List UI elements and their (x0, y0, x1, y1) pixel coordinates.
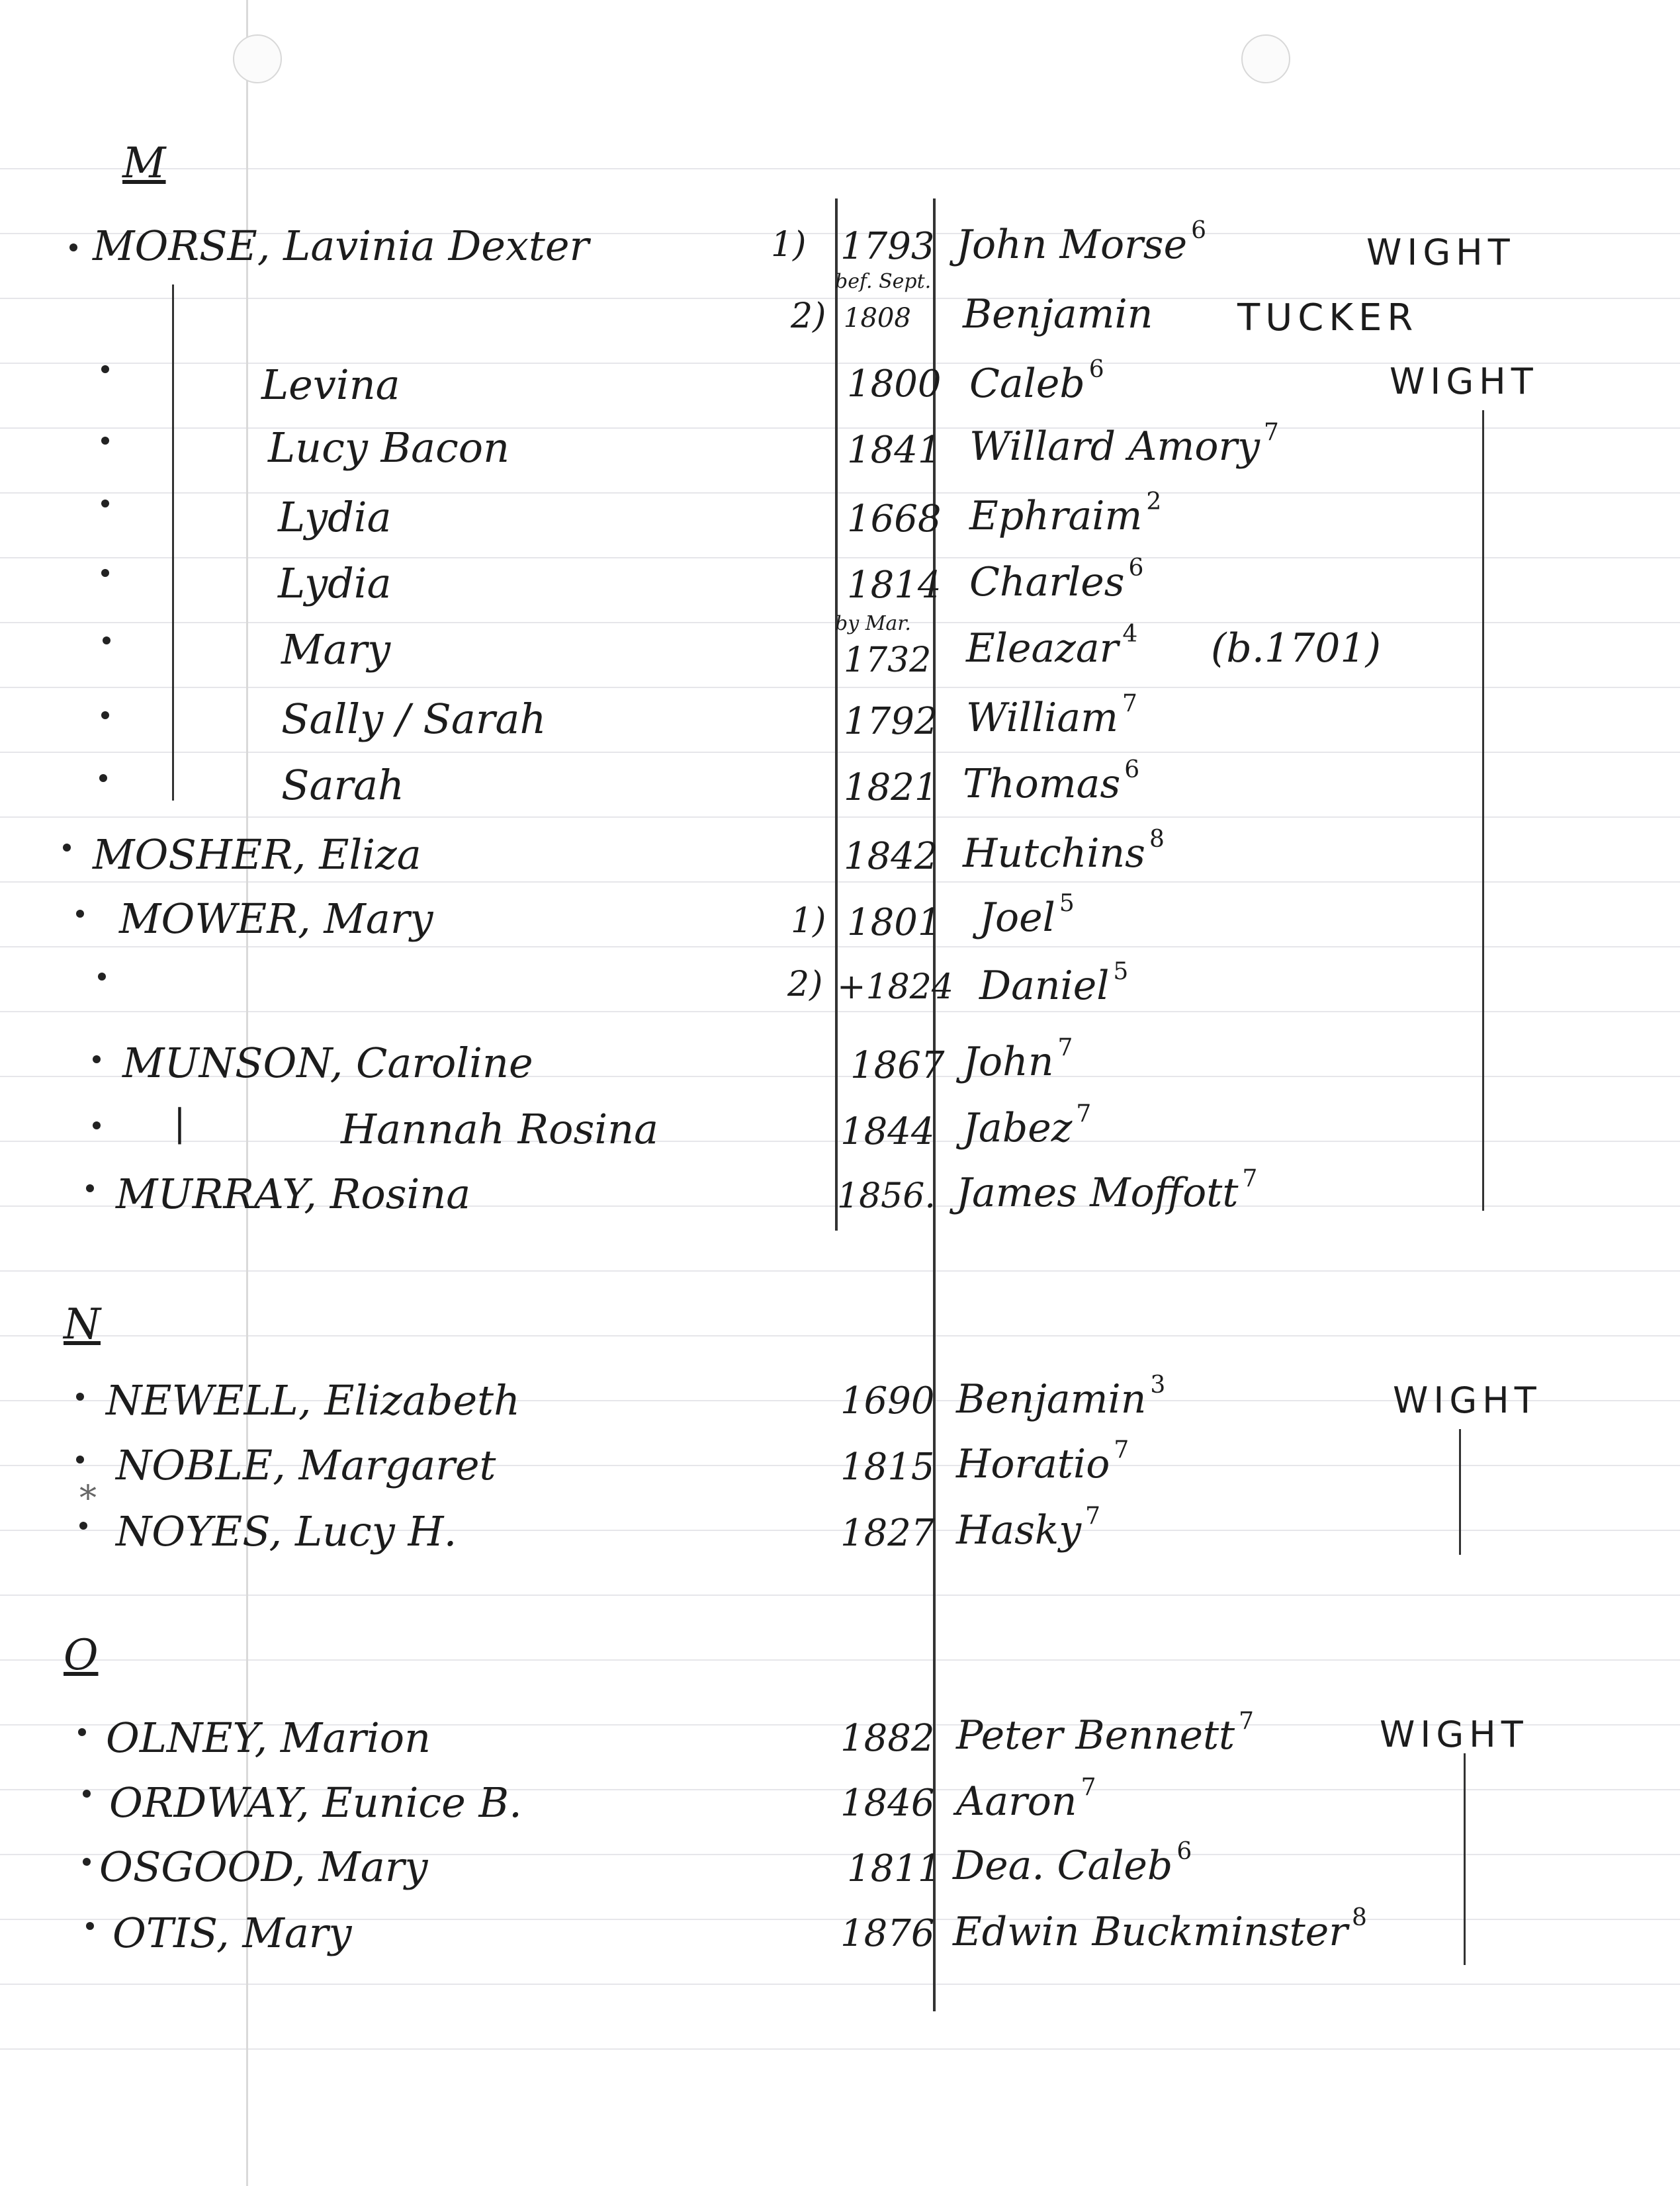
entry-name: OTIS, Mary (112, 1909, 352, 1957)
entry-name: MUNSON, Caroline (122, 1039, 533, 1087)
ruled-line (0, 427, 1680, 429)
row-bullet (101, 437, 109, 445)
birth-note: (b.1701) (1211, 625, 1381, 672)
spouse-name: Joel $^5$ (979, 890, 1075, 941)
generation-number: 7 (1057, 1034, 1073, 1061)
marriage-year: 1668 (847, 498, 942, 541)
row-bullet (103, 636, 111, 644)
marriage-year: 1821 (844, 766, 938, 809)
spouse-name: Caleb $^6$ (969, 356, 1104, 407)
family-tag: TUCKER (1237, 296, 1419, 339)
family-tag: WIGHT (1366, 232, 1515, 273)
punch-hole (1241, 34, 1290, 83)
spouse-name: Hutchins $^8$ (963, 826, 1165, 877)
spouse-name: Willard Amory $^7$ (969, 419, 1279, 470)
generation-number: 7 (1085, 1503, 1101, 1530)
spouse-name: Edwin Buckminster $^8$ (953, 1904, 1367, 1955)
marriage-year: 1801 (847, 901, 942, 944)
spouse-name: Jabez $^7$ (963, 1100, 1092, 1151)
marriage-year: 1814 (847, 564, 942, 607)
row-bullet (83, 1858, 91, 1866)
marriage-year: +1824 (837, 967, 953, 1007)
generation-number: 6 (1176, 1838, 1192, 1865)
entry-name: MORSE, Lavinia Dexter (93, 222, 590, 270)
spouse-name: Horatio $^7$ (956, 1436, 1129, 1487)
section-letter-n: N (64, 1300, 101, 1349)
marriage-year: 1815 (840, 1446, 935, 1489)
marriage-year: 1792 (844, 700, 938, 743)
generation-number: 4 (1122, 621, 1138, 648)
ruled-line (0, 1595, 1680, 1596)
marriage-year: 1690 (840, 1379, 935, 1422)
section-letter-o: O (64, 1631, 99, 1680)
row-bullet (86, 1184, 94, 1192)
date-note: bef. Sept. (835, 270, 932, 293)
generation-number: 6 (1124, 756, 1140, 783)
ruled-line (0, 881, 1680, 883)
spouse-name: John $^7$ (963, 1034, 1073, 1085)
entry-name: Hannah Rosina (341, 1105, 659, 1153)
morse-bracket-line (172, 284, 174, 801)
spouse-name: Ephraim $^2$ (969, 488, 1162, 539)
generation-number: 5 (1113, 958, 1129, 985)
spouse-name: Charles $^6$ (969, 554, 1144, 605)
ruled-line (0, 557, 1680, 558)
marriage-number: 2) (791, 296, 826, 336)
generation-number: 2 (1146, 488, 1162, 515)
entry-name: OLNEY, Marion (106, 1714, 431, 1762)
spouse-name: John Morse $^6$ (956, 217, 1206, 268)
marriage-number: 1) (791, 901, 826, 941)
spouse-name: Daniel $^5$ (979, 958, 1129, 1009)
entry-name: MURRAY, Rosina (116, 1170, 471, 1218)
section-letter-m: M (122, 139, 166, 188)
marriage-number: 1) (771, 225, 807, 265)
entry-name: OSGOOD, Mary (99, 1843, 428, 1891)
marriage-year: 1808 (844, 303, 911, 333)
row-bullet (99, 774, 107, 782)
ditto-mark: | (173, 1102, 186, 1145)
wight-line-m (1482, 410, 1484, 1211)
generation-number: 5 (1059, 890, 1075, 917)
marriage-number: 2) (787, 965, 823, 1004)
marriage-year: 1793 (840, 225, 935, 268)
marriage-year: 1842 (844, 835, 938, 878)
marriage-year: 1846 (840, 1782, 935, 1825)
row-bullet (93, 1121, 101, 1129)
generation-number: 7 (1242, 1165, 1258, 1192)
spouse-name: Dea. Caleb $^6$ (953, 1838, 1192, 1889)
entry-name: MOSHER, Eliza (93, 830, 421, 879)
row-bullet (69, 243, 77, 251)
row-bullet (78, 1728, 86, 1736)
row-bullet (101, 365, 109, 373)
family-tag: WIGHT (1380, 1714, 1528, 1755)
marriage-year: 1876 (840, 1912, 935, 1955)
ruled-line (0, 2048, 1680, 2050)
spouse-name: Aaron $^7$ (956, 1774, 1096, 1825)
entry-name: ORDWAY, Eunice B. (109, 1778, 522, 1827)
row-bullet (76, 1393, 84, 1401)
generation-number: 7 (1122, 690, 1137, 717)
marriage-year: 1841 (847, 429, 942, 472)
marriage-year: 1827 (840, 1512, 935, 1555)
date-note: by Mar. (835, 612, 911, 635)
entry-name: Sarah (281, 761, 404, 809)
spouse-name: James Moffott $^7$ (956, 1165, 1258, 1216)
generation-number: 3 (1150, 1372, 1166, 1399)
entry-name: Mary (281, 625, 391, 674)
ruled-line (0, 168, 1680, 169)
wight-line-n (1459, 1429, 1461, 1555)
ruled-line (0, 1011, 1680, 1012)
row-bullet (93, 1055, 101, 1063)
row-bullet (101, 500, 109, 507)
ruled-line (0, 1984, 1680, 1985)
generation-number: 6 (1191, 217, 1206, 244)
entry-name: MOWER, Mary (119, 895, 433, 943)
spouse-name: Eleazar $^4$ (966, 621, 1138, 672)
spouse-name: Hasky $^7$ (956, 1503, 1101, 1553)
row-bullet (76, 1456, 84, 1464)
marriage-year: 1856. (837, 1176, 936, 1216)
ruled-line (0, 816, 1680, 818)
generation-number: 7 (1239, 1708, 1255, 1735)
row-bullet (86, 1922, 94, 1930)
row-bullet (98, 973, 106, 981)
entry-name: Lucy Bacon (268, 423, 510, 472)
row-bullet (83, 1790, 91, 1798)
generation-number: 7 (1114, 1436, 1129, 1464)
entry-name: Levina (261, 361, 400, 409)
entry-name: Lydia (278, 493, 392, 541)
generation-number: 6 (1128, 554, 1144, 582)
family-tag: WIGHT (1393, 1379, 1542, 1421)
generation-number: 8 (1149, 826, 1165, 853)
generation-number: 6 (1088, 356, 1104, 383)
marriage-year: 1844 (840, 1110, 935, 1153)
spouse-name: Benjamin (963, 291, 1153, 337)
ruled-line (0, 946, 1680, 947)
asterisk-mark: * (79, 1479, 97, 1518)
ruled-line (0, 492, 1680, 494)
ruled-line (0, 298, 1680, 299)
spouse-name: William $^7$ (966, 690, 1137, 741)
row-bullet (63, 844, 71, 852)
ruled-line (0, 1335, 1680, 1336)
marriage-year: 1882 (840, 1717, 935, 1760)
ruled-line (0, 752, 1680, 753)
row-bullet (79, 1522, 87, 1530)
punch-hole (233, 34, 282, 83)
spouse-name: Peter Bennett $^7$ (956, 1708, 1255, 1759)
row-bullet (101, 711, 109, 719)
generation-number: 7 (1264, 419, 1279, 446)
ruled-line (0, 1270, 1680, 1272)
generation-number: 8 (1351, 1904, 1367, 1931)
generation-number: 7 (1081, 1774, 1096, 1801)
marriage-year: 1811 (847, 1847, 942, 1890)
entry-name: NOBLE, Margaret (116, 1441, 496, 1489)
entry-name: NOYES, Lucy H. (116, 1507, 457, 1555)
row-bullet (76, 910, 84, 918)
wight-line-o (1464, 1753, 1466, 1965)
generation-number: 7 (1076, 1100, 1092, 1127)
ruled-line (0, 687, 1680, 688)
entry-name: Lydia (278, 559, 392, 607)
row-bullet (101, 569, 109, 577)
ruled-line (0, 1659, 1680, 1661)
entry-name: NEWELL, Elizabeth (106, 1376, 521, 1424)
marriage-year: 1800 (847, 363, 942, 406)
spouse-name: Thomas $^6$ (963, 756, 1140, 807)
entry-name: Sally / Sarah (281, 695, 547, 743)
family-tag: WIGHT (1390, 361, 1538, 402)
spouse-name: Benjamin $^3$ (956, 1372, 1166, 1422)
marriage-year: 1732 (844, 640, 932, 680)
date-column-left-rule (835, 198, 838, 1231)
marriage-year: 1867 (850, 1044, 945, 1087)
